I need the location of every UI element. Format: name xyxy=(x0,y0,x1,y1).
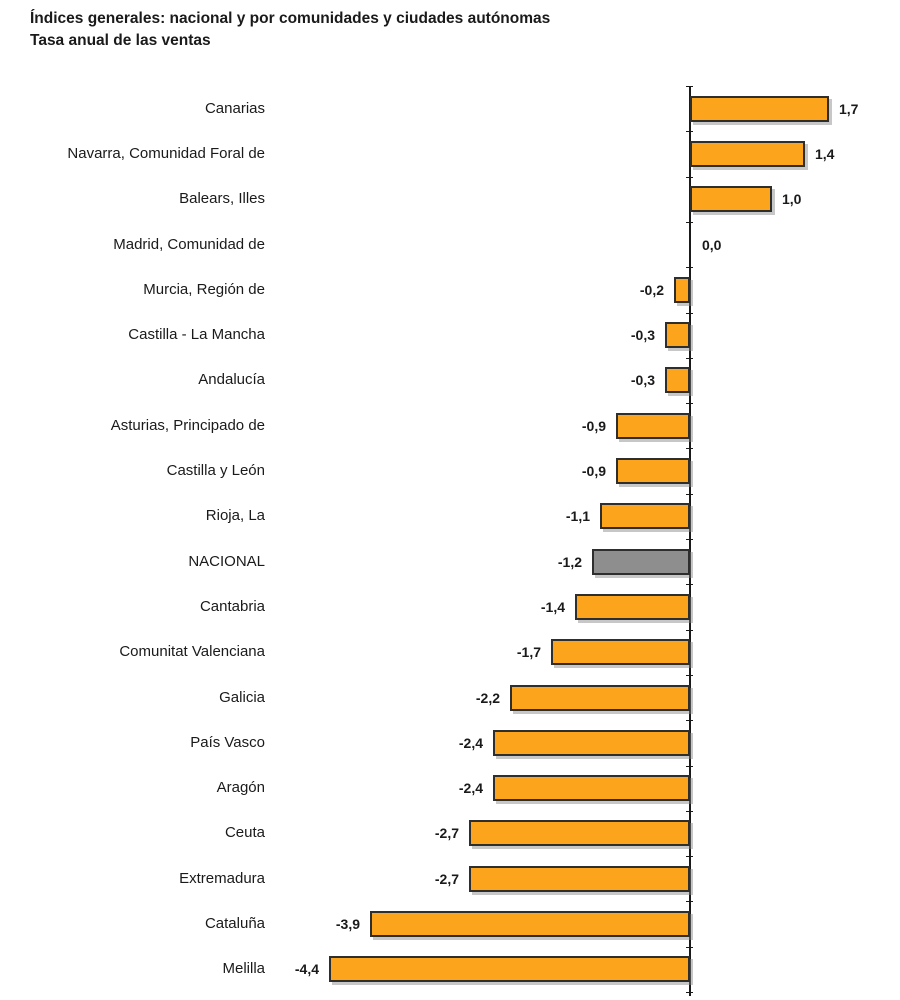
bar xyxy=(616,413,690,439)
category-label: País Vasco xyxy=(190,733,265,751)
axis-tick xyxy=(686,494,693,495)
category-label: Extremadura xyxy=(179,869,265,887)
category-label: Balears, Illes xyxy=(179,190,265,208)
bar xyxy=(674,277,690,303)
bar xyxy=(469,820,690,846)
value-label: -2,2 xyxy=(475,689,500,706)
category-label: Melilla xyxy=(222,960,265,978)
category-label: Madrid, Comunidad de xyxy=(113,235,265,253)
value-label: 0,0 xyxy=(702,236,722,253)
axis-tick xyxy=(686,675,693,676)
bar xyxy=(665,322,690,348)
chart-subtitle: Tasa anual de las ventas xyxy=(30,32,211,49)
category-label: Comunitat Valenciana xyxy=(119,643,265,661)
bar xyxy=(329,956,690,982)
category-label: Castilla y León xyxy=(166,462,265,480)
value-label: -3,9 xyxy=(335,916,360,933)
bar xyxy=(551,639,690,665)
chart-title-block xyxy=(30,8,550,52)
axis-tick xyxy=(686,267,693,268)
axis-tick xyxy=(686,448,693,449)
bar xyxy=(370,911,690,937)
axis-tick xyxy=(686,630,693,631)
category-label: Navarra, Comunidad Foral de xyxy=(67,144,265,162)
value-label: 1,0 xyxy=(782,191,802,208)
bar xyxy=(616,458,690,484)
axis-tick xyxy=(686,358,693,359)
axis-tick xyxy=(686,177,693,178)
bar xyxy=(493,730,690,756)
value-label: -0,2 xyxy=(639,281,664,298)
axis-tick xyxy=(686,222,693,223)
axis-tick xyxy=(686,901,693,902)
bar xyxy=(690,186,772,212)
axis-tick xyxy=(686,403,693,404)
value-label: -1,2 xyxy=(557,553,582,570)
axis-tick xyxy=(686,811,693,812)
bar xyxy=(510,685,690,711)
value-label: 1,4 xyxy=(815,145,835,162)
value-label: -0,9 xyxy=(581,463,606,480)
value-label: 1,7 xyxy=(839,100,859,117)
bar-national xyxy=(592,549,690,575)
axis-tick xyxy=(686,313,693,314)
value-label: -0,3 xyxy=(630,327,655,344)
category-label: Cantabria xyxy=(199,597,265,615)
category-label: Castilla - La Mancha xyxy=(128,326,265,344)
bar xyxy=(493,775,690,801)
category-label: Ceuta xyxy=(224,824,265,842)
category-label: Galicia xyxy=(219,688,265,706)
value-label: -2,4 xyxy=(458,734,483,751)
axis-tick xyxy=(686,539,693,540)
value-label: -2,4 xyxy=(458,780,483,797)
bar xyxy=(575,594,690,620)
value-label: -0,9 xyxy=(581,417,606,434)
chart-area xyxy=(0,86,900,992)
category-label: NACIONAL xyxy=(188,552,265,570)
axis-tick xyxy=(686,131,693,132)
axis-tick xyxy=(686,856,693,857)
axis-tick xyxy=(686,86,693,87)
value-label: -2,7 xyxy=(434,825,459,842)
axis-tick xyxy=(686,992,693,993)
category-label: Cataluña xyxy=(204,915,265,933)
value-label: -0,3 xyxy=(630,372,655,389)
bar xyxy=(469,866,690,892)
category-label: Aragón xyxy=(216,779,265,797)
category-label: Rioja, La xyxy=(205,507,265,525)
bar xyxy=(690,96,829,122)
value-label: -4,4 xyxy=(294,961,319,978)
value-label: -2,7 xyxy=(434,870,459,887)
category-label: Murcia, Región de xyxy=(143,280,265,298)
axis-tick xyxy=(686,584,693,585)
value-label: -1,7 xyxy=(516,644,541,661)
axis-tick xyxy=(686,947,693,948)
axis-tick xyxy=(686,720,693,721)
bar xyxy=(600,503,690,529)
bar xyxy=(665,367,690,393)
value-label: -1,4 xyxy=(540,598,565,615)
category-label: Canarias xyxy=(204,99,265,117)
bar xyxy=(690,141,805,167)
chart-title: Índices generales: nacional y por comunidades y ciudades autónomas xyxy=(30,10,551,27)
value-label: -1,1 xyxy=(565,508,590,525)
category-label: Andalucía xyxy=(198,371,265,389)
category-label: Asturias, Principado de xyxy=(110,416,265,434)
axis-tick xyxy=(686,766,693,767)
